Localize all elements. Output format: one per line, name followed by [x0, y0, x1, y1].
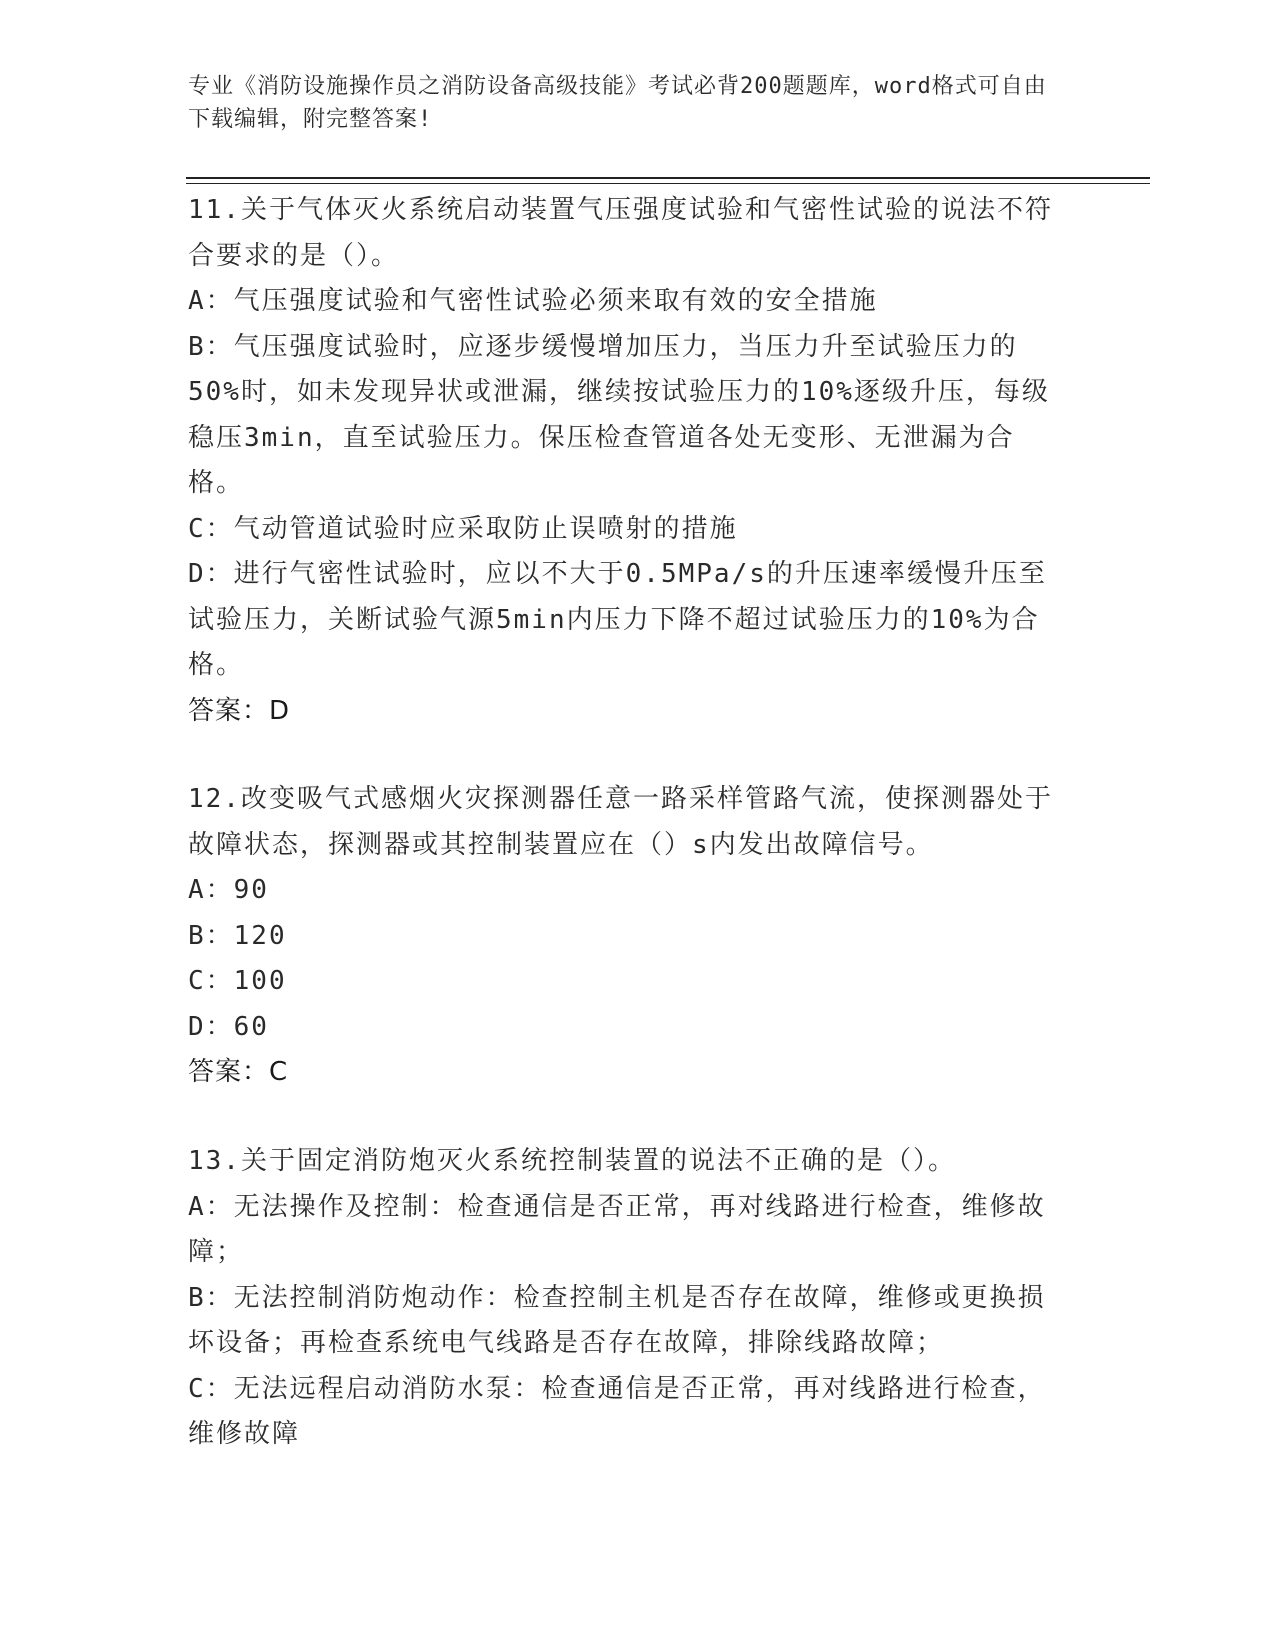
option-d: D：进行气密性试验时，应以不大于0.5MPa/s的升压速率缓慢升压至试验压力，关断试验气源5min内压力下降不超过试验压力的10%为合格。: [188, 559, 1047, 680]
document-header: 专业《消防设施操作员之消防设备高级技能》考试必背200题题库，word格式可自由下载编辑，附完整答案!: [188, 74, 1047, 132]
question-stem: 13.关于固定消防炮灭火系统控制装置的说法不正确的是（）。: [188, 1146, 956, 1176]
question-12: [188, 777, 1068, 1096]
header-divider-thin: [186, 183, 1150, 184]
option-c: C：无法远程启动消防水泵：检查通信是否正常，再对线路进行检查，维修故障: [188, 1373, 1046, 1449]
option-b: B：120: [188, 920, 287, 951]
question-stem: 12.改变吸气式感烟火灾探测器任意一路采样管路气流，使探测器处于故障状态，探测器或其控制装置应在（）s内发出故障信号。: [188, 784, 1053, 860]
option-b: B：无法控制消防炮动作：检查控制主机是否存在故障，维修或更换损坏设备；再检查系统电气线路是否存在故障，排除线路故障；: [188, 1282, 1046, 1358]
option-a: A：气压强度试验和气密性试验必须来取有效的安全措施: [188, 286, 878, 316]
question-stem: 11.关于气体灭火系统启动装置气压强度试验和气密性试验的说法不符合要求的是（）。: [188, 195, 1053, 271]
option-a: A：90: [188, 875, 269, 905]
question-13: [188, 1139, 1068, 1458]
answer-label: 答案：C: [188, 1057, 289, 1087]
option-b: B：气压强度试验时，应逐步缓慢增加压力，当压力升至试验压力的50%时，如未发现异状或泄漏，继续按试验压力的10%逐级升压，每级稳压3min，直至试验压力。保压检查管道各处无变形、无泄漏为合格。: [188, 331, 1050, 498]
option-c: C：气动管道试验时应采取防止误喷射的措施: [188, 513, 738, 544]
answer-label: 答案：D: [188, 695, 291, 726]
header-divider-thick: [186, 177, 1150, 179]
option-a: A：无法操作及控制：检查通信是否正常，再对线路进行检查，维修故障；: [188, 1191, 1046, 1267]
option-c: C：100: [188, 966, 287, 996]
option-d: D：60: [188, 1011, 269, 1042]
question-11: [188, 188, 1068, 734]
